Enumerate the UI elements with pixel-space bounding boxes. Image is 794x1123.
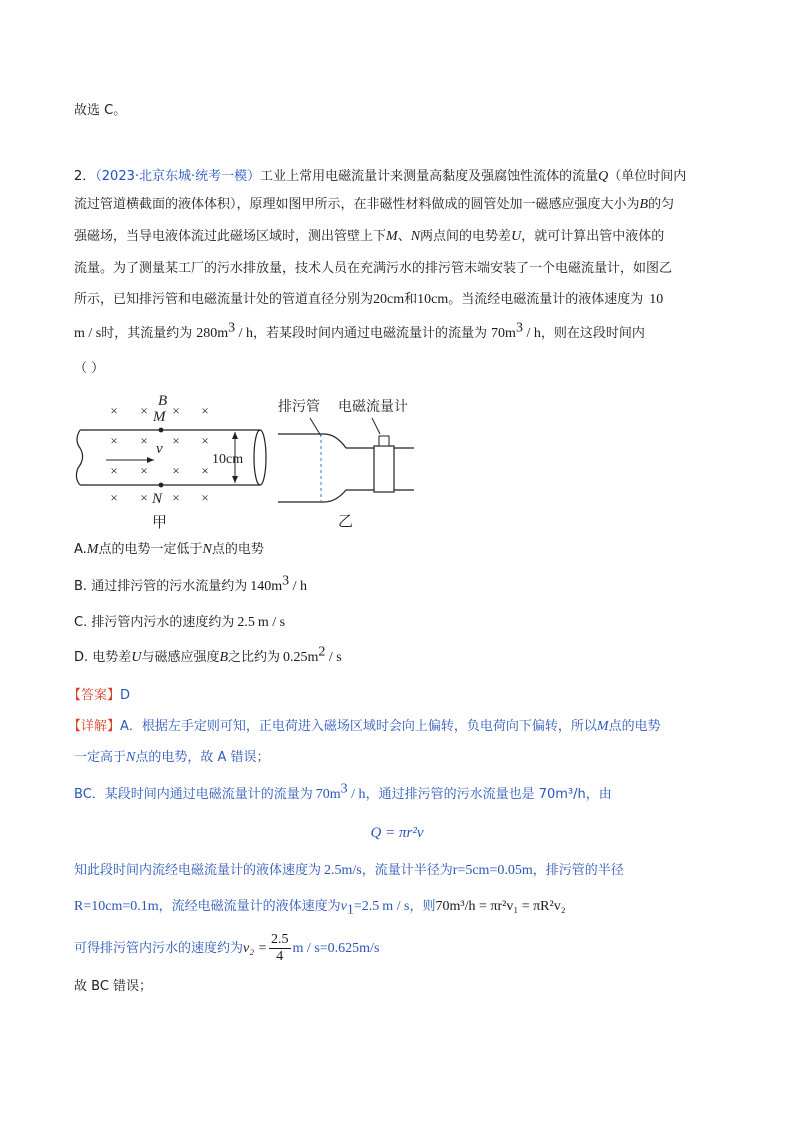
text: 。当流经电磁流量计的液体速度为 xyxy=(448,292,644,307)
text: 通过排污管的污水流量约为 xyxy=(91,579,248,594)
formula-flow: Q = πr²v xyxy=(370,825,424,841)
symbol-n: N xyxy=(202,542,212,557)
option-letter: C. xyxy=(74,615,88,630)
field-cross: × xyxy=(201,433,209,448)
answer-value: D xyxy=(120,688,131,703)
exponent: 2 xyxy=(318,644,326,660)
unit: / h xyxy=(522,326,541,341)
text: （单位时间内 xyxy=(608,169,687,184)
label-flow-meter: 电磁流量计 xyxy=(338,400,408,415)
value: 2.5 xyxy=(237,615,255,630)
analysis-line-3 xyxy=(74,781,612,805)
field-cross: × xyxy=(140,433,148,448)
text: 两点间的电势差 xyxy=(420,229,512,244)
text: ，则在这段时间内 xyxy=(540,326,645,341)
text: 与磁感应强度 xyxy=(141,650,220,665)
unit: cm xyxy=(431,292,449,307)
analysis-line-6 xyxy=(74,932,379,966)
field-cross: × xyxy=(201,463,209,478)
unit: / h xyxy=(289,579,307,594)
label-m: M xyxy=(153,409,166,425)
value: 280 xyxy=(196,326,218,341)
exponent: 3 xyxy=(282,573,290,589)
diameter-label: 10cm xyxy=(212,452,244,467)
symbol-m: M xyxy=(86,542,99,557)
field-cross: × xyxy=(140,403,148,418)
value: R=10cm=0.1m xyxy=(74,899,159,914)
value: 70 xyxy=(315,787,330,802)
unit: / h xyxy=(235,326,254,341)
question-line-4: 流量。为了测量某工厂的污水排放量，技术人员在充满污水的排污管末端安装了一个电磁流量计，如图乙 xyxy=(74,261,673,276)
equation: 70m³/h = πr²v₁ = πR²v₂ xyxy=(435,899,566,914)
unit: m xyxy=(217,326,229,341)
answer-label: 【答案】 xyxy=(68,688,121,703)
value: 70 xyxy=(491,326,506,341)
text: 点的电势一定低于 xyxy=(98,542,203,557)
text: 工业上常用电磁流量计来测量高黏度及强腐蚀性流体的流量 xyxy=(260,169,599,184)
unit: / h xyxy=(347,787,366,802)
lhs: v₂ = xyxy=(243,941,268,956)
field-cross: × xyxy=(201,490,209,505)
symbol-u: U xyxy=(131,650,142,665)
text: 点的电势 xyxy=(608,719,661,734)
figure-yi-caption: 乙 xyxy=(338,514,354,528)
field-cross: × xyxy=(110,490,118,505)
unit: m xyxy=(307,650,319,665)
label-n: N xyxy=(152,491,163,507)
unit: m xyxy=(329,787,341,802)
text: ，流量计半径为 xyxy=(361,863,453,878)
subscript: 1 xyxy=(346,902,354,918)
text: 流过管道横截面的液体体积），原理如图甲所示，在非磁性材料做成的圆管处加一磁感应强度大小为 xyxy=(74,197,640,212)
symbol-n: N xyxy=(126,750,136,765)
analysis-conclusion: 故 BC 错误； xyxy=(74,979,153,994)
analysis-label: 【详解】 xyxy=(68,719,121,734)
question-line-5 xyxy=(74,290,663,310)
fraction xyxy=(269,932,291,965)
question-line-3 xyxy=(74,227,664,247)
symbol-m: M xyxy=(386,229,398,244)
exponent: 3 xyxy=(515,320,523,336)
field-cross: × xyxy=(140,490,148,505)
text: 和 xyxy=(404,292,418,307)
value: =2.5 xyxy=(353,899,380,914)
field-cross: × xyxy=(172,433,180,448)
symbol-q: Q xyxy=(598,169,609,184)
text: 强磁场，当导电液体流过此磁场区域时，测出管壁上下 xyxy=(74,229,387,244)
unit: m / s xyxy=(257,615,286,630)
answer-blank: （ ） xyxy=(74,361,105,376)
question-source: （2023·北京东城·统考一模） xyxy=(95,169,261,184)
analysis-line-1 xyxy=(68,717,661,737)
figure-yi xyxy=(276,396,426,528)
text: 一定高于 xyxy=(74,750,127,765)
figure-jia xyxy=(72,388,272,530)
unit: / s xyxy=(325,650,342,665)
text: ，就可计算出管中液体的 xyxy=(521,229,665,244)
symbol-n: N xyxy=(410,229,421,244)
option-a xyxy=(74,540,264,560)
question-line-1 xyxy=(74,167,686,187)
unit: m xyxy=(271,579,283,594)
figure-jia-caption: 甲 xyxy=(152,515,168,530)
exponent: 3 xyxy=(340,781,348,797)
field-cross: × xyxy=(110,403,118,418)
analysis-line-4 xyxy=(74,861,624,881)
symbol-b: B xyxy=(639,197,649,212)
value: 0.25 xyxy=(283,650,308,665)
unit: m / s xyxy=(74,326,102,341)
field-cross: × xyxy=(172,403,180,418)
unit: m / s xyxy=(382,899,410,914)
text: ，则 xyxy=(409,899,436,914)
text: ，通过排污管的污水流量也是 70m³/h，由 xyxy=(365,787,612,802)
symbol-v: v xyxy=(340,899,347,914)
text: 所示，已知排污管和电磁流量计处的管道直径分别为 xyxy=(74,292,374,307)
question-line-6 xyxy=(74,320,645,344)
option-letter: B. xyxy=(74,579,88,594)
text: 的匀 xyxy=(648,197,675,212)
denominator: 4 xyxy=(276,949,284,964)
text: 时，其流量约为 xyxy=(101,326,193,341)
prev-conclusion: 故选 C。 xyxy=(74,103,127,118)
answer-line xyxy=(68,686,130,706)
value: 2.5m/s xyxy=(324,863,362,878)
value: r=5cm=0.05m xyxy=(452,863,533,878)
text: ，流经电磁流量计的液体速度为 xyxy=(158,899,341,914)
label-b: B xyxy=(158,393,168,409)
label-drain-pipe: 排污管 xyxy=(278,400,320,415)
text: 之比约为 xyxy=(228,650,281,665)
field-cross: × xyxy=(110,463,118,478)
text: 点的电势，故 A 错误； xyxy=(135,750,270,765)
value: 10 xyxy=(417,292,432,307)
text: BC．某段时间内通过电磁流量计的流量为 xyxy=(74,787,313,802)
value: 20 xyxy=(373,292,388,307)
question-number: 2． xyxy=(74,169,96,184)
symbol-m: M xyxy=(596,719,609,734)
text: 可得排污管内污水的速度约为 xyxy=(74,941,244,956)
option-c xyxy=(74,613,285,633)
unit: m xyxy=(505,326,516,341)
analysis-line-5 xyxy=(74,897,566,917)
field-cross: × xyxy=(201,403,209,418)
text: 、 xyxy=(397,229,411,244)
field-cross: × xyxy=(140,463,148,478)
symbol-b: B xyxy=(219,650,229,665)
field-cross: × xyxy=(172,490,180,505)
value: 140 xyxy=(250,579,272,594)
text: 电势差 xyxy=(92,650,132,665)
value: 10 xyxy=(649,292,664,307)
analysis-line-2 xyxy=(74,748,270,768)
option-letter: D. xyxy=(74,650,89,665)
field-cross: × xyxy=(110,433,118,448)
text: A．根据左手定则可知，正电荷进入磁场区域时会向上偏转，负电荷向下偏转，所以 xyxy=(120,719,597,734)
text: 点的电势 xyxy=(211,542,264,557)
value: m / s=0.625m/s xyxy=(292,941,380,956)
symbol-u: U xyxy=(511,229,522,244)
text: ，排污管的半径 xyxy=(532,863,624,878)
option-b xyxy=(74,573,307,597)
velocity-label: v xyxy=(156,441,163,457)
option-letter: A. xyxy=(74,542,87,557)
text: 排污管内污水的速度约为 xyxy=(91,615,235,630)
field-cross: × xyxy=(172,463,180,478)
unit: cm xyxy=(387,292,405,307)
option-d xyxy=(74,644,342,668)
numerator: 2.5 xyxy=(271,932,289,947)
text: ，若某段时间内通过电磁流量计的流量为 xyxy=(253,326,488,341)
question-line-2 xyxy=(74,195,674,215)
text: 知此段时间内流经电磁流量计的液体速度为 xyxy=(74,863,322,878)
exponent: 3 xyxy=(228,320,236,336)
